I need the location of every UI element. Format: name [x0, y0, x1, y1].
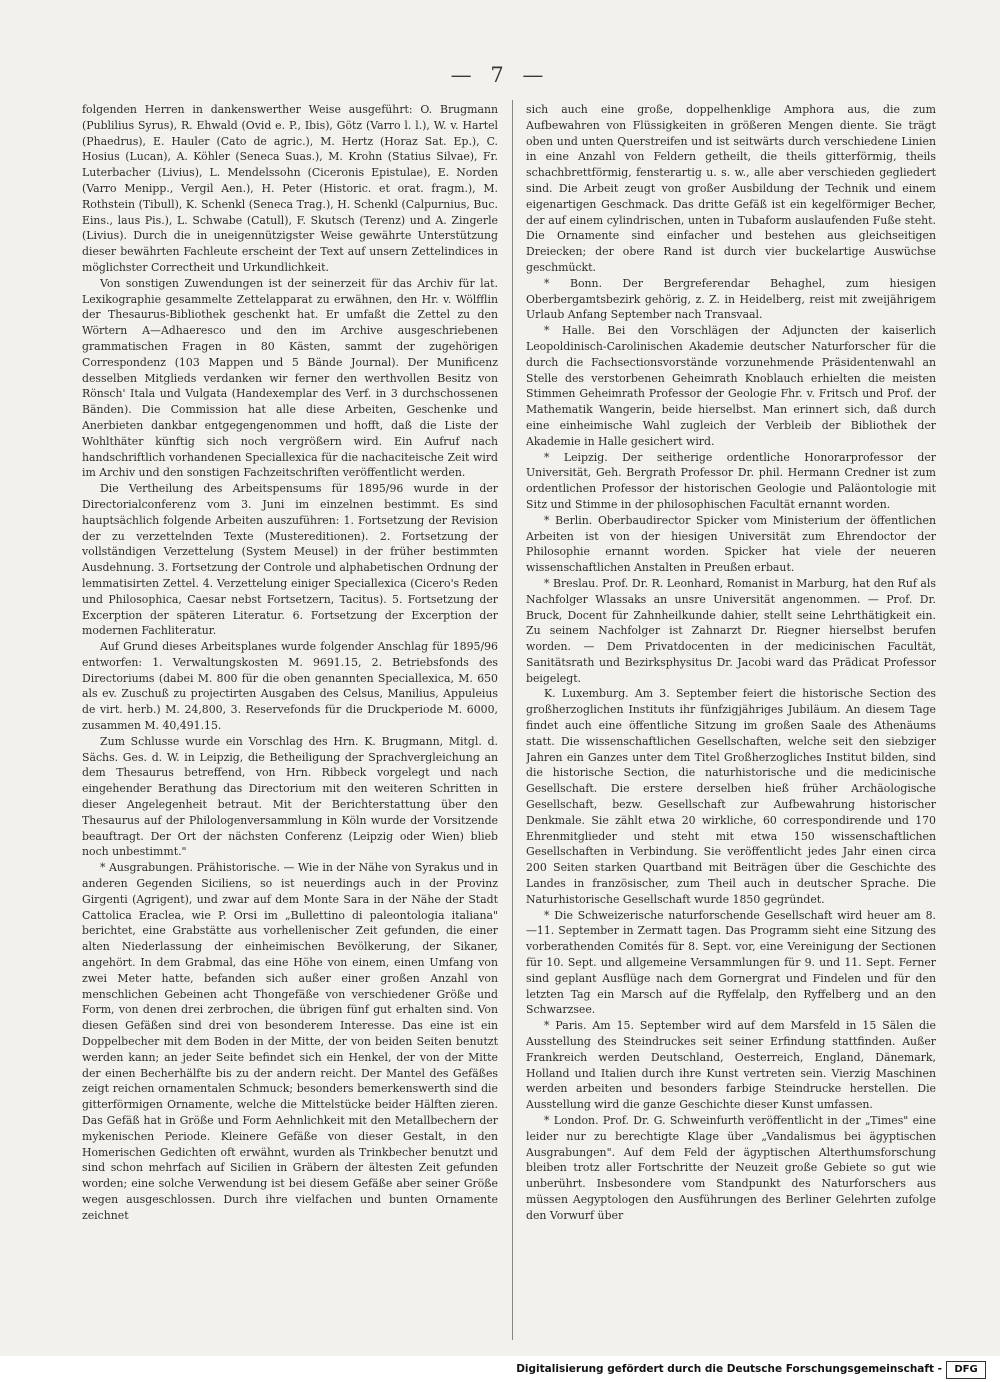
paragraph: Auf Grund dieses Arbeitsplanes wurde folgender Anschlag für 1895/96 entworfen: 1. Verwaltungskosten M. 9691.15, 2. Betriebsfonds des Directoriums (dabei M. 800 für die oben genannten Speciallexica, M. 650 als ev. Zuschuß zu projectirten Ausgaben des Celsus, Manilius, Appuleius de virt. herb.) M. 24,800, 3. Reservefonds für die Druckperiode M. 6000, zusammen M. 40,491.15.	[82, 640, 498, 733]
paragraph: * Paris. Am 15. September wird auf dem Marsfeld in 15 Sälen die Ausstellung des Steindruckes seit seiner Erfindung stattfinden. Außer Frankreich werden Deutschland, Oesterreich, England, Dänemark, Holland und Italien durch ihre Kunst vertreten sein. Vierzig Maschinen werden arbeiten und besonders farbige Steindrucke herstellen. Die Ausstellung wird die ganze Geschichte dieser Kunst umfassen.	[526, 1019, 936, 1112]
paragraph: Von sonstigen Zuwendungen ist der seinerzeit für das Archiv für lat. Lexikographie gesammelte Zettelapparat zu erwähnen, den Hr. v. Wölfflin der Thesaurus-Bibliothek geschenkt hat. Er umfaßt die Zettel zu den Wörtern A—Adhaeresco und den im Archive ausgeschriebenen grammatischen Fragen in 80 Kästen, sammt der zugehörigen Correspondenz (103 Mappen und 5 Bände Journal). Der Munificenz desselben Mitglieds verdanken wir ferner den werthvollen Besitz von Rönsch' Itala und Vulgata (Handexemplar des Verf. in 3 durchschossenen Bänden). Die Commission hat alle diese Arbeiten, Geschenke und Anerbieten dankbar entgegengenommen und hofft, daß die Liste der Wohlthäter künftig sich noch vergrößern wird. Ein Aufruf nach handschriftlich vorhandenen Speciallexica für die nachaciteische Zeit wird im Archiv und den sonstigen Fachzeitschriften veröffentlicht werden.	[82, 276, 498, 480]
left-column	[82, 102, 498, 1334]
paragraph: Zum Schlusse wurde ein Vorschlag des Hrn. K. Brugmann, Mitgl. d. Sächs. Ges. d. W. in Leipzig, die Betheiligung der Sprachvergleichung an dem Thesaurus betreffend, von Hrn. Ribbeck vorgelegt und nach eingehender Berathung das Directorium mit den weiteren Schritten in dieser Angelegenheit betraut. Mit der Berichterstattung über den Thesaurus auf der Philologenversammlung in Köln wurde der Vorsitzende beauftragt. Der Ort der nächsten Conferenz (Leipzig oder Wien) blieb noch unbestimmt."	[82, 734, 498, 859]
paragraph: K. Luxemburg. Am 3. September feiert die historische Section des großherzoglichen Instituts ihr fünfzigjähriges Jubiläum. An diesem Tage findet auch eine öffentliche Sitzung im großen Saale des Athenäums statt. Die wissenschaftlichen Gesellschaften, welche seit den siebziger Jahren ein Ganzes unter dem Titel Großherzogliches Institut bilden, sind die historische Section, die naturhistorische und die medicinische Gesellschaft. Die erstere derselben hieß früher Archäologische Gesellschaft, bezw. Gesellschaft zur Aufbewahrung historischer Denkmale. Sie zählt etwa 20 wirkliche, 60 correspondirende und 170 Ehrenmitglieder und steht mit etwa 150 wissenschaftlichen Gesellschaften in Verbindung. Sie veröffentlicht jedes Jahr einen circa 200 Seiten starken Quartband mit Beiträgen über die Geschichte des Landes in französischer, zum Theil auch in deutscher Sprache. Die Naturhistorische Gesellschaft wurde 1850 gegründet.	[526, 687, 936, 906]
paragraph: folgenden Herren in dankenswerther Weise ausgeführt: O. Brugmann (Publilius Syrus), R. Ehwald (Ovid e. P., Ibis), Götz (Varro l. l.), W. v. Hartel (Phaedrus), E. Hauler (Cato de agric.), M. Hertz (Horaz Sat. Ep.), C. Hosius (Lucan), A. Köhler (Seneca Suas.), M. Krohn (Statius Silvae), Fr. Luterbacher (Livius), L. Mendelssohn (Ciceronis Epistulae), E. Norden (Varro Menipp., Vergil Aen.), H. Peter (Historic. et orat. fragm.), M. Rothstein (Tibull), K. Schenkl (Seneca Trag.), H. Schenkl (Calpurnius, Buc. Eins., laus Pis.), L. Schwabe (Catull), F. Skutsch (Terenz) und A. Zingerle (Livius). Durch die in uneigennützigster Weise gewährte Unterstützung dieser bewährten Fachleute erscheint der Text auf unsern Zettelindices in möglichster Correctheit und Urkundlichkeit.	[82, 103, 498, 274]
paragraph: * Ausgrabungen. Prähistorische. — Wie in der Nähe von Syrakus und in anderen Gegenden Siciliens, so ist neuerdings auch in der Provinz Girgenti (Agrigent), und zwar auf dem Monte Sara in der Nähe der Stadt Cattolica Eraclea, wie P. Orsi im „Bullettino di paleontologia italiana" berichtet, eine Grabstätte aus vorhellenischer Zeit gefunden, die einer alten Niederlassung der einheimischen Bevölkerung, der Sikaner, angehört. In dem Grabmal, das eine Höhe von einem, einen Umfang von zwei Meter hatte, befanden sich außer einer großen Anzahl von menschlichen Gebeinen acht Thongefäße von verschiedener Größe und Form, von denen drei zerbrochen, die übrigen fünf gut erhalten sind. Von diesen Gefäßen sind drei von besonderem Interesse. Das eine ist ein Doppelbecher mit dem Boden in der Mitte, der von beiden Seiten benutzt werden kann; an jeder Seite befindet sich ein Henkel, der von der Mitte der einen Becherhälfte bis zu der andern reicht. Der Mantel des Gefäßes zeigt reichen ornamentalen Schmuck; besonders bemerkenswerth sind die gitterförmigen Ornamente, welche die Mittelstücke beider Hälften zieren. Das Gefäß hat in Größe und Form Aehnlichkeit mit den Metallbechern der mykenischen Periode. Kleinere Gefäße von dieser Gestalt, in den Homerischen Gedichten oft erwähnt, wurden als Trinkbecher benutzt und sind schon mehrfach auf Sicilien in Gräbern der ältesten Zeit gefunden worden; eine solche Verwendung ist bei diesem Gefäße aber seiner Größe wegen ausgeschlossen. Durch ihre vielfachen und bunten Ornamente zeichnet	[82, 861, 498, 1222]
funding-credit: Digitalisierung gefördert durch die Deutsche Forschungsgemeinschaft -	[516, 1363, 942, 1375]
paragraph: sich auch eine große, doppelhenklige Amphora aus, die zum Aufbewahren von Flüssigkeiten in größeren Mengen diente. Sie trägt oben und unten Querstreifen und ist seitwärts durch verschiedene Linien in eine Anzahl von Feldern getheilt, die theils gitterförmig, theils schachbrettförmig, fensterartig u. s. w., alle aber verschieden gegliedert sind. Die Arbeit zeugt von großer Ausbildung der Technik und einem eigenartigen Geschmack. Das dritte Gefäß ist ein kegelförmiger Becher, der auf einem cylindrischen, unten in Tubaform auslaufenden Fuße steht. Die Ornamente sind einfacher und bestehen aus gleichseitigen Dreiecken; der obere Rand ist durch vier buckelartige Auswüchse geschmückt.	[526, 103, 936, 274]
paragraph: * Berlin. Oberbaudirector Spicker vom Ministerium der öffentlichen Arbeiten ist von der hiesigen Universität zum Ehrendoctor der Philosophie ernannt worden. Spicker hat viele der neueren wissenschaftlichen Anstalten in Preußen erbaut.	[526, 513, 936, 575]
paragraph: * Breslau. Prof. Dr. R. Leonhard, Romanist in Marburg, hat den Ruf als Nachfolger Wlassaks an unsre Universität angenommen. — Prof. Dr. Bruck, Docent für Zahnheilkunde dahier, stellt seine Lehrthätigkeit ein. Zu seinem Nachfolger ist Zahnarzt Dr. Riegner hierselbst berufen worden. — Dem Privatdocenten in der medicinischen Facultät, Sanitätsrath und Bezirksphysitus Dr. Jacobi ward das Prädicat Professor beigelegt.	[526, 576, 936, 685]
page-number: — 7 —	[450, 63, 550, 87]
paragraph: * Leipzig. Der seitherige ordentliche Honorarprofessor der Universität, Geh. Bergrath Professor Dr. phil. Hermann Credner ist zum ordentlichen Professor der historischen Geologie und Paläontologie mit Sitz und Stimme in der philosophischen Facultät ernannt worden.	[526, 450, 936, 511]
paragraph: * Halle. Bei den Vorschlägen der Adjuncten der kaiserlich Leopoldinisch-Carolinischen Akademie deutscher Naturforscher für die durch die Fachsectionsvorstände vorzunehmende Präsidentenwahl an Stelle des verstorbenen Geheimrath Knoblauch erhielten die meisten Stimmen Geheimrath Professor der Geologie Fhr. v. Fritsch und Prof. der Mathematik Wangerin, beide hierselbst. Man erinnert sich, daß durch eine einheimische Wahl zugleich der Verbleib der Bibliothek der Akademie in Halle gesichert wird.	[526, 324, 936, 448]
right-column	[526, 102, 936, 1334]
paragraph: * Bonn. Der Bergreferendar Behaghel, zum hiesigen Oberbergamtsbezirk gehörig, z. Z. in Heidelberg, reist mit zweijährigem Urlaub Anfang September nach Transvaal.	[526, 276, 936, 322]
dfg-logo: DFG	[946, 1361, 986, 1379]
paragraph: * London. Prof. Dr. G. Schweinfurth veröffentlicht in der „Times" eine leider nur zu berechtigte Klage über „Vandalismus bei ägyptischen Ausgrabungen". Auf dem Feld der ägyptischen Alterthumsforschung bleiben trotz aller Fortschritte der Neuzeit große Gebiete so gut wie unberührt. Insbesondere vom Standpunkt des Naturforschers aus müssen Aegyptologen den Ausführungen des Berliner Gelehrten zufolge den Vorwurf über	[526, 1114, 936, 1222]
column-divider	[512, 100, 513, 1340]
paragraph: Die Vertheilung des Arbeitspensums für 1895/96 wurde in der Directorialconferenz vom 3. Juni im einzelnen bestimmt. Es sind hauptsächlich folgende Arbeiten auszuführen: 1. Fortsetzung der Revision der zu verzettelnden Texte (Mustereditionen). 2. Fortsetzung der vollständigen Verzettelung (System Meusel) in der früher bestimmten Ausdehnung. 3. Fortsetzung der Controle und alphabetischen Ordnung der lemmatisirten Zettel. 4. Verzettelung einiger Speciallexica (Cicero's Reden und Philosophica, Caesar nebst Fortsetzern, Tacitus). 5. Fortsetzung der Excerption der späteren Literatur. 6. Fortsetzung der Excerption der modernen Fachliteratur.	[82, 482, 498, 638]
paragraph: * Die Schweizerische naturforschende Gesellschaft wird heuer am 8.—11. September in Zermatt tagen. Das Programm sieht eine Sitzung des vorberathenden Comités für 8. Sept. vor, eine Vereinigung der Sectionen für 10. Sept. und allgemeine Versammlungen für 9. und 11. Sept. Ferner sind geplant Ausflüge nach dem Gornergrat und Findelen und für den letzten Tag ein Marsch auf die Ryffelalp, den Ryffelberg und an den Schwarzsee.	[526, 908, 936, 1017]
